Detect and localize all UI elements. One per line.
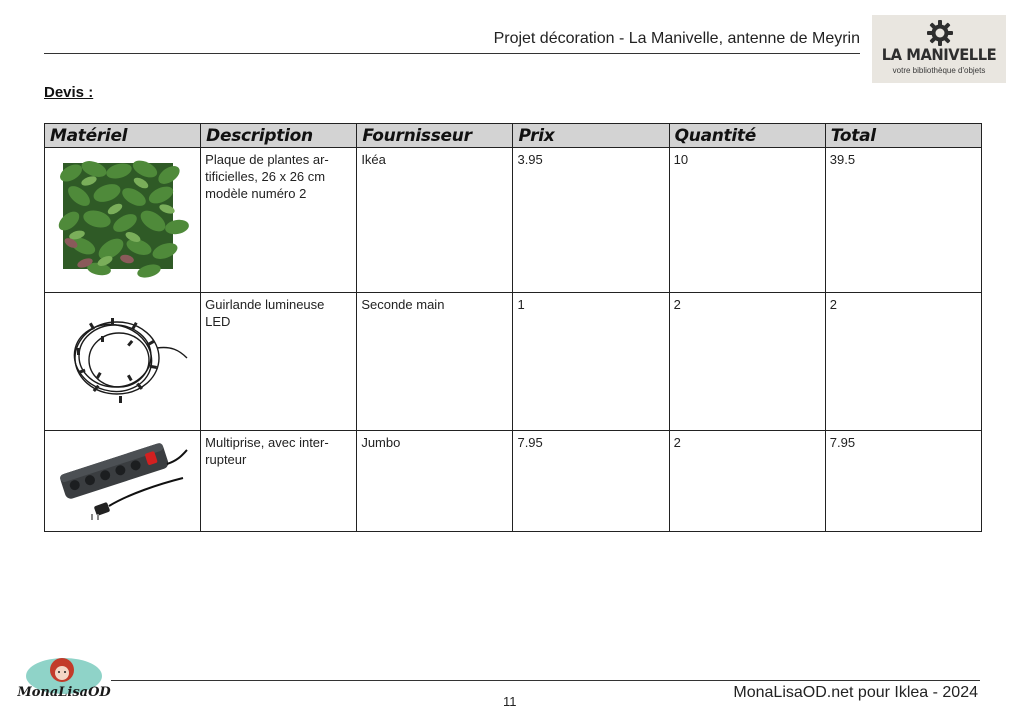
monalisaod-logo xyxy=(17,652,111,715)
price-cell: 3.95 xyxy=(513,148,669,293)
quantity-cell: 2 xyxy=(669,293,825,431)
total-cell: 39.5 xyxy=(825,148,981,293)
description-cell: Multiprise, avec inter- rupteur xyxy=(201,431,357,532)
logo-name: LA MANIVELLE xyxy=(881,45,997,64)
material-cell xyxy=(45,293,201,431)
quantity-cell: 10 xyxy=(669,148,825,293)
price-cell: 7.95 xyxy=(513,431,669,532)
total-cell: 7.95 xyxy=(825,431,981,532)
footer-divider xyxy=(111,680,980,681)
page-number: 11 xyxy=(503,694,517,709)
column-header: Total xyxy=(825,124,981,148)
description-cell: Guirlande lumineuse LED xyxy=(201,293,357,431)
supplier-cell: Jumbo xyxy=(357,431,513,532)
logo-tagline: votre bibliothèque d'objets xyxy=(892,66,986,75)
description-cell: Plaque de plantes ar- tificielles, 26 x 26 cm modèle numéro 2 xyxy=(201,148,357,293)
material-cell xyxy=(45,148,201,293)
gear-icon xyxy=(927,20,953,46)
column-header: Fournisseur xyxy=(357,124,513,148)
total-cell: 2 xyxy=(825,293,981,431)
column-header: Quantité xyxy=(669,124,825,148)
quote-table xyxy=(44,123,982,532)
led-garland-image xyxy=(49,296,204,423)
table-row xyxy=(45,293,982,431)
quantity-cell: 2 xyxy=(669,431,825,532)
column-header: Prix xyxy=(513,124,669,148)
price-cell: 1 xyxy=(513,293,669,431)
power-strip-image xyxy=(49,434,204,524)
table-row xyxy=(45,148,982,293)
column-header: Description xyxy=(201,124,357,148)
header-divider xyxy=(44,53,860,54)
supplier-cell: Seconde main xyxy=(357,293,513,431)
page-header-title: Projet décoration - La Manivelle, antenne de Meyrin xyxy=(493,30,860,47)
footer-credit: MonaLisaOD.net pour Iklea - 2024 xyxy=(733,684,978,701)
supplier-cell: Ikéa xyxy=(357,148,513,293)
plant-panel-image xyxy=(49,151,204,285)
footer-logo-name: MonaLisaOD xyxy=(17,685,111,700)
column-header: Matériel xyxy=(45,124,201,148)
section-label-quote: Devis : xyxy=(44,84,94,101)
table-header-row xyxy=(45,124,982,148)
table-row xyxy=(45,431,982,532)
la-manivelle-logo xyxy=(872,15,1006,83)
material-cell xyxy=(45,431,201,532)
